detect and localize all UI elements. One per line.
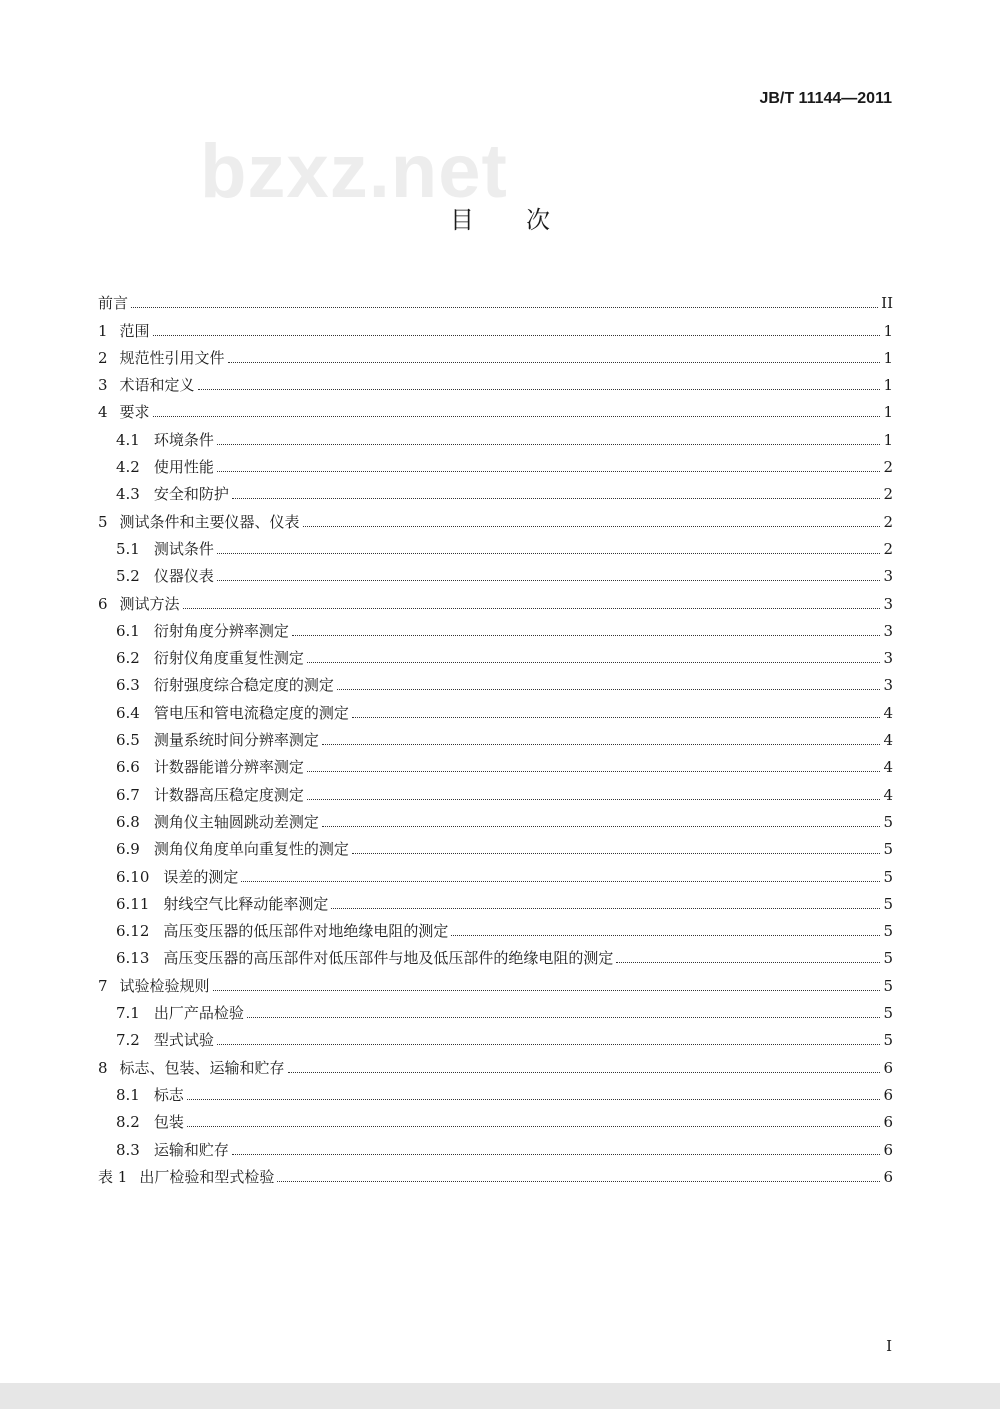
toc-entry-number: 5.1 <box>116 539 140 558</box>
dot-leader <box>307 799 881 800</box>
toc-entry[interactable] <box>98 968 893 995</box>
dot-leader <box>247 1017 881 1018</box>
toc-entry-label: 测角仪主轴圆跳动差测定 <box>153 812 319 831</box>
toc-entry-number: 3 <box>98 376 108 395</box>
toc-entry-number: 5 <box>98 512 108 531</box>
toc-entry-label: 计数器能谱分辨率测定 <box>153 758 304 777</box>
toc-entry-label: 射线空气比释动能率测定 <box>163 894 329 913</box>
dot-leader <box>213 990 881 991</box>
toc-entry-label: 测量系统时间分辨率测定 <box>153 731 319 750</box>
toc-entry-label: 测试方法 <box>119 594 180 613</box>
toc-entry-label: 包装 <box>153 1113 184 1132</box>
toc-entry-number: 6.11 <box>116 894 150 913</box>
toc-entry[interactable] <box>98 586 893 613</box>
dot-leader <box>307 771 881 772</box>
toc-entry-label: 标志、包装、运输和贮存 <box>119 1058 285 1077</box>
toc-entry[interactable] <box>98 477 893 504</box>
toc-entry[interactable] <box>98 1132 893 1159</box>
toc-entry-label: 型式试验 <box>153 1031 214 1050</box>
toc-entry[interactable] <box>98 1078 893 1105</box>
toc-entry[interactable] <box>98 695 893 722</box>
toc-entry[interactable] <box>98 313 893 340</box>
toc-entry[interactable] <box>98 914 893 941</box>
toc-entry[interactable] <box>98 1050 893 1077</box>
toc-entry-label: 高压变压器的低压部件对地绝缘电阻的测定 <box>163 922 449 941</box>
toc-entry-number: 4.2 <box>116 458 140 477</box>
toc-entry[interactable] <box>98 559 893 586</box>
toc-entry[interactable] <box>98 1105 893 1132</box>
dot-leader <box>451 935 880 936</box>
toc-entry-page: 5 <box>883 894 893 913</box>
toc-entry[interactable] <box>98 641 893 668</box>
toc-entry-page: 5 <box>883 812 893 831</box>
toc-entry-label: 安全和防护 <box>153 485 229 504</box>
dot-leader <box>352 853 881 854</box>
dot-leader <box>307 662 881 663</box>
toc-entry[interactable] <box>98 777 893 804</box>
toc-entry-page: II <box>881 294 893 313</box>
toc-entry-label: 衍射强度综合稳定度的测定 <box>153 676 334 695</box>
toc-entry-number: 6.4 <box>116 703 140 722</box>
toc-title: 目次 <box>450 206 602 234</box>
toc-entry-page: 5 <box>883 840 893 859</box>
dot-leader <box>292 635 881 636</box>
dot-leader <box>228 362 881 363</box>
toc-entry-page: 5 <box>883 976 893 995</box>
toc-entry-number: 6.1 <box>116 621 140 640</box>
toc-entry-page: 6 <box>883 1167 893 1186</box>
watermark: bzxz.net <box>200 129 508 214</box>
toc-entry-page: 1 <box>883 403 893 422</box>
toc-entry-page: 2 <box>883 458 893 477</box>
toc-entry[interactable] <box>98 341 893 368</box>
toc-entry-page: 1 <box>883 348 893 367</box>
dot-leader <box>352 717 881 718</box>
dot-leader <box>337 689 881 690</box>
toc-entry-page: 5 <box>883 867 893 886</box>
toc-entry-number: 6 <box>98 594 108 613</box>
toc-entry-number: 4.3 <box>116 485 140 504</box>
toc-entry[interactable] <box>98 504 893 531</box>
toc-entry-label: 试验检验规则 <box>119 976 210 995</box>
dot-leader <box>277 1181 880 1182</box>
toc-entry-page: 4 <box>883 731 893 750</box>
toc-entry-page: 5 <box>883 922 893 941</box>
toc-entry-number: 6.5 <box>116 731 140 750</box>
toc-entry-page: 1 <box>883 430 893 449</box>
dot-leader <box>616 962 880 963</box>
toc-entry-page: 6 <box>883 1113 893 1132</box>
dot-leader <box>187 1099 881 1100</box>
toc-entry[interactable] <box>98 1023 893 1050</box>
toc-entry-label: 术语和定义 <box>119 376 195 395</box>
toc-entry-page: 3 <box>883 567 893 586</box>
dot-leader <box>322 826 881 827</box>
toc-entry-page: 4 <box>883 703 893 722</box>
toc-entry-number: 6.2 <box>116 649 140 668</box>
dot-leader <box>153 416 881 417</box>
toc-entry-number: 7 <box>98 976 108 995</box>
toc-entry[interactable] <box>98 750 893 777</box>
dot-leader <box>198 389 881 390</box>
toc-entry-number: 4 <box>98 403 108 422</box>
toc-entry-number: 6.12 <box>116 922 150 941</box>
toc-entry[interactable] <box>98 887 893 914</box>
toc-entry[interactable] <box>98 532 893 559</box>
toc-entry-label: 测试条件和主要仪器、仪表 <box>119 512 300 531</box>
table-of-contents <box>98 286 893 1187</box>
toc-entry-label: 范围 <box>119 321 150 340</box>
standard-code: JB/T 11144—2011 <box>759 90 892 107</box>
toc-entry[interactable] <box>98 368 893 395</box>
dot-leader <box>288 1072 881 1073</box>
toc-entry-page: 1 <box>883 321 893 340</box>
toc-entry-number: 6.8 <box>116 812 140 831</box>
toc-entry-label: 误差的测定 <box>163 867 239 886</box>
toc-entry-number: 6.9 <box>116 840 140 859</box>
toc-entry-number: 6.13 <box>116 949 150 968</box>
toc-entry-number: 7.1 <box>116 1004 140 1023</box>
toc-entry-number: 2 <box>98 348 108 367</box>
toc-entry[interactable] <box>98 723 893 750</box>
toc-entry-page: 6 <box>883 1058 893 1077</box>
toc-entry-number: 8.1 <box>116 1085 140 1104</box>
toc-entry-number: 8 <box>98 1058 108 1077</box>
toc-entry-label: 使用性能 <box>153 458 214 477</box>
toc-entry-page: 3 <box>883 649 893 668</box>
toc-entry-page: 2 <box>883 485 893 504</box>
toc-entry-label: 计数器高压稳定度测定 <box>153 785 304 804</box>
toc-entry-label: 标志 <box>153 1085 184 1104</box>
dot-leader <box>303 526 881 527</box>
bottom-strip <box>0 1383 1000 1409</box>
toc-entry-page: 2 <box>883 512 893 531</box>
toc-entry[interactable] <box>98 996 893 1023</box>
toc-entry-number: 5.2 <box>116 567 140 586</box>
toc-entry[interactable] <box>98 668 893 695</box>
toc-entry[interactable] <box>98 614 893 641</box>
toc-entry-label: 仪器仪表 <box>153 567 214 586</box>
dot-leader <box>217 553 881 554</box>
toc-entry-label: 前言 <box>98 294 129 313</box>
toc-entry[interactable] <box>98 450 893 477</box>
dot-leader <box>241 881 880 882</box>
toc-entry-page: 2 <box>883 539 893 558</box>
toc-entry-number: 7.2 <box>116 1031 140 1050</box>
toc-entry-page: 5 <box>883 1004 893 1023</box>
toc-entry-page: 5 <box>883 949 893 968</box>
dot-leader <box>187 1126 881 1127</box>
toc-entry[interactable] <box>98 1160 893 1187</box>
toc-entry-label: 衍射仪角度重复性测定 <box>153 649 304 668</box>
dot-leader <box>322 744 881 745</box>
toc-entry-number: 8.3 <box>116 1140 140 1159</box>
toc-entry[interactable] <box>98 286 893 313</box>
toc-entry-label: 出厂产品检验 <box>153 1004 244 1023</box>
toc-entry-page: 6 <box>883 1085 893 1104</box>
toc-entry-label: 要求 <box>119 403 150 422</box>
dot-leader <box>217 444 881 445</box>
dot-leader <box>153 335 881 336</box>
toc-entry-page: 4 <box>883 758 893 777</box>
toc-entry-label: 管电压和管电流稳定度的测定 <box>153 703 349 722</box>
toc-entry-label: 运输和贮存 <box>153 1140 229 1159</box>
toc-entry-number: 8.2 <box>116 1113 140 1132</box>
toc-entry-page: 3 <box>883 676 893 695</box>
toc-entry[interactable] <box>98 941 893 968</box>
toc-entry-label: 规范性引用文件 <box>119 348 225 367</box>
toc-entry-label: 衍射角度分辨率测定 <box>153 621 289 640</box>
dot-leader <box>217 580 881 581</box>
toc-entry-number: 6.10 <box>116 867 150 886</box>
dot-leader <box>232 1154 881 1155</box>
toc-entry-page: 3 <box>883 621 893 640</box>
dot-leader <box>331 908 880 909</box>
toc-entry[interactable] <box>98 859 893 886</box>
dot-leader <box>232 498 881 499</box>
toc-entry-page: 3 <box>883 594 893 613</box>
toc-entry-page: 6 <box>883 1140 893 1159</box>
toc-entry[interactable] <box>98 805 893 832</box>
toc-entry-label: 测试条件 <box>153 539 214 558</box>
toc-entry[interactable] <box>98 395 893 422</box>
page-number: I <box>886 1337 892 1355</box>
toc-entry[interactable] <box>98 832 893 859</box>
dot-leader <box>183 608 881 609</box>
toc-entry-number: 6.3 <box>116 676 140 695</box>
toc-entry-label: 出厂检验和型式检验 <box>139 1167 275 1186</box>
dot-leader <box>217 471 881 472</box>
toc-entry-label: 高压变压器的高压部件对低压部件与地及低压部件的绝缘电阻的测定 <box>163 949 614 968</box>
toc-entry-page: 5 <box>883 1031 893 1050</box>
toc-entry-number: 表 1 <box>98 1167 128 1186</box>
toc-entry-page: 4 <box>883 785 893 804</box>
toc-entry[interactable] <box>98 422 893 449</box>
toc-entry-number: 6.7 <box>116 785 140 804</box>
toc-entry-page: 1 <box>883 376 893 395</box>
toc-entry-label: 环境条件 <box>153 430 214 449</box>
dot-leader <box>131 307 878 308</box>
dot-leader <box>217 1044 881 1045</box>
toc-entry-number: 4.1 <box>116 430 140 449</box>
toc-entry-label: 测角仪角度单向重复性的测定 <box>153 840 349 859</box>
toc-entry-number: 1 <box>98 321 108 340</box>
toc-entry-number: 6.6 <box>116 758 140 777</box>
